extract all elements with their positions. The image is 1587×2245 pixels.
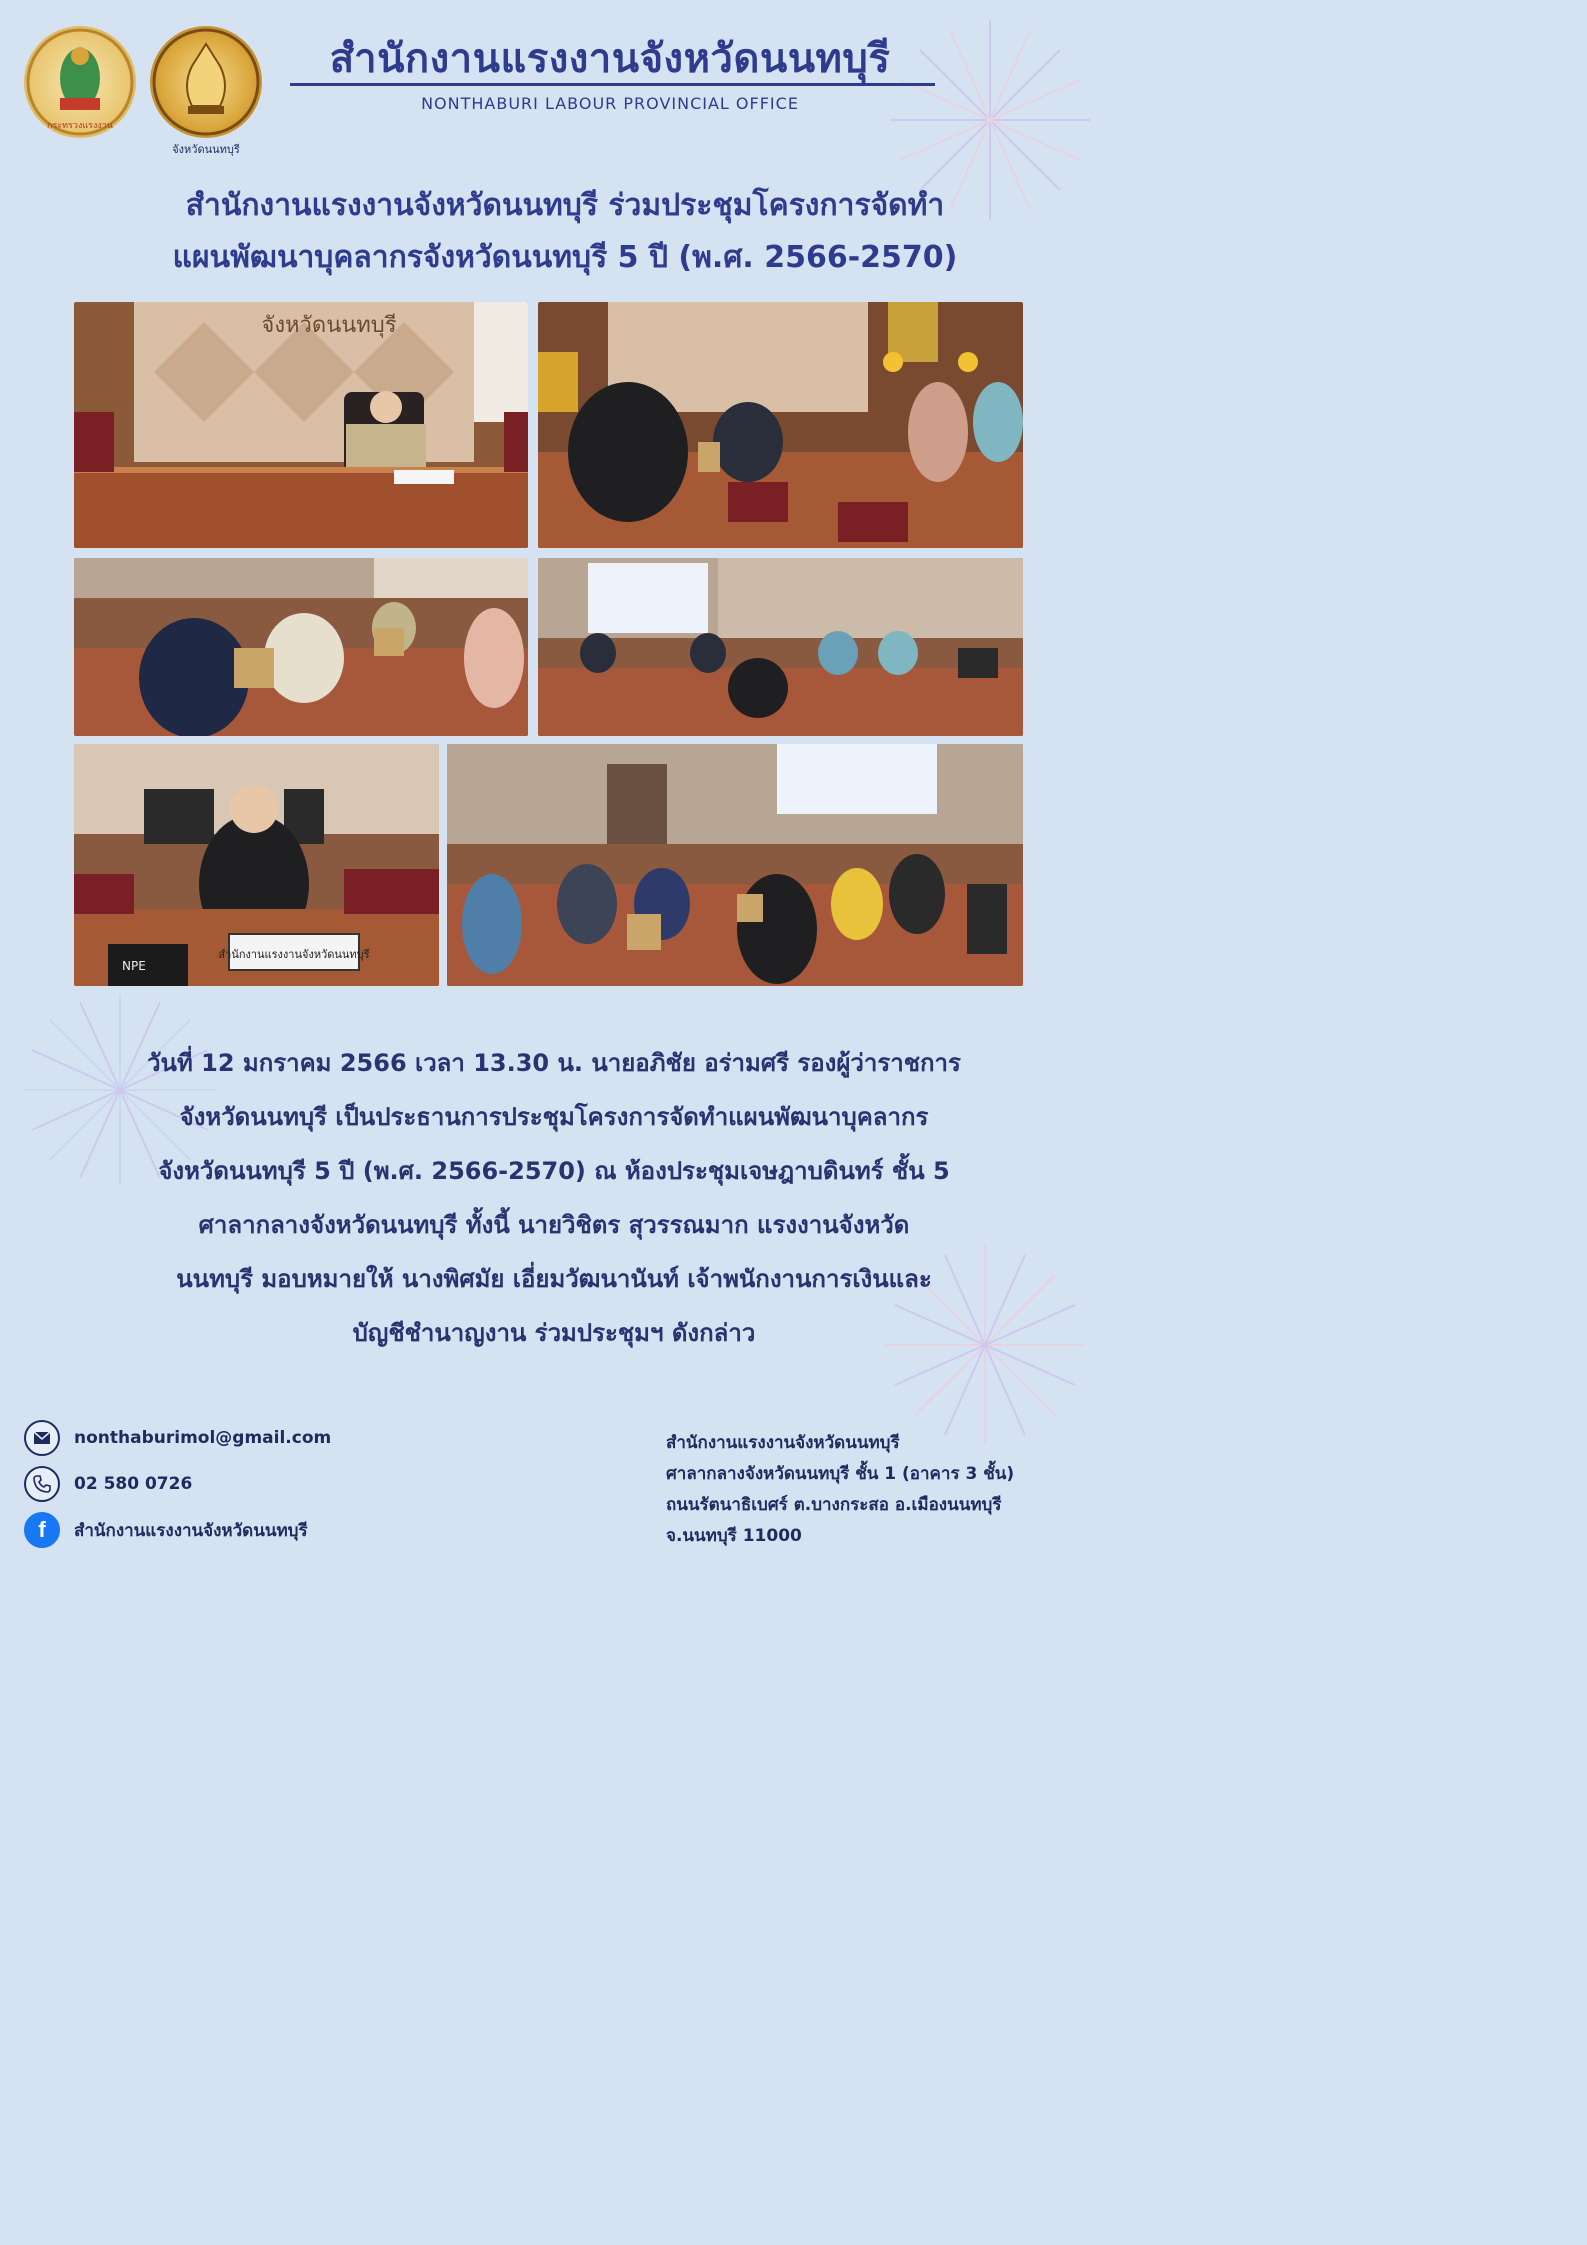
body-line-5: นนทบุรี มอบหมายให้ นางพิศมัย เอี่ยมวัฒนานันท์ เจ้าพนักงานการเงินและ [176,1265,932,1293]
contact-email-row[interactable] [24,1420,331,1456]
envelope-icon [24,1420,60,1456]
ministry-of-labour-logo [24,26,136,138]
news-body [66,1036,1042,1360]
logo-right-caption: จังหวัดนนทบุรี [172,143,240,156]
body-line-4: ศาลากลางจังหวัดนนทบุรี ทั้งนี้ นายวิชิตร สุวรรณมาก แรงงานจังหวัด [198,1211,910,1239]
address-line-3: ถนนรัตนาธิเบศร์ ต.บางกระสอ อ.เมืองนนทบุรี [666,1495,1002,1515]
address-line-2: ศาลากลางจังหวัดนนทบุรี ชั้น 1 (อาคาร 3 ชั้น) [666,1464,1015,1484]
photo-chairman-meeting [74,302,528,548]
address-line-1: สำนักงานแรงงานจังหวัดนนทบุรี [666,1433,900,1453]
body-line-6: บัญชีชำนาญงาน ร่วมประชุมฯ ดังกล่าว [352,1319,756,1347]
contact-facebook-row[interactable] [24,1512,308,1548]
photo-nameplate: สำนักงานแรงงานจังหวัดนนทบุรี [218,948,370,961]
photo-participants-presentation [538,558,1023,736]
photo-meeting-room-wide [538,302,1023,548]
contact-facebook[interactable]: สำนักงานแรงงานจังหวัดนนทบุรี [74,1520,308,1541]
org-name-english: NONTHABURI LABOUR PROVINCIAL OFFICE [421,94,799,113]
org-name-thai: สำนักงานแรงงานจังหวัดนนทบุรี [329,36,891,82]
contact-email[interactable]: nonthaburimol@gmail.com [74,1428,332,1448]
headline [60,180,1070,284]
photo-mic-brand: NPE [122,959,146,973]
logo-left-caption: กระทรวงแรงงาน [47,121,113,131]
photo-sign: จังหวัดนนทบุรี [261,313,397,338]
photo-meeting-overview [447,744,1023,986]
phone-icon [24,1466,60,1502]
contact-phone[interactable]: 02 580 0726 [74,1474,193,1494]
contact-phone-row[interactable] [24,1466,192,1502]
nonthaburi-province-seal [150,26,262,138]
address-line-4: จ.นนทบุรี 11000 [666,1526,802,1546]
photo-participants-left [74,558,528,736]
facebook-icon: f [24,1512,60,1548]
header-underline [290,83,935,86]
headline-line-2: แผนพัฒนาบุคลากรจังหวัดนนทบุรี 5 ปี (พ.ศ. 2566-2570) [172,240,958,275]
photo-labour-office-representative [74,744,439,986]
body-line-1: วันที่ 12 มกราคม 2566 เวลา 13.30 น. นายอภิชัย อร่ามศรี รองผู้ว่าราชการ [147,1049,961,1077]
office-address [666,1428,1096,1552]
headline-line-1: สำนักงานแรงงานจังหวัดนนทบุรี ร่วมประชุมโครงการจัดทำ [185,188,945,223]
body-line-2: จังหวัดนนทบุรี เป็นประธานการประชุมโครงการจัดทำแผนพัฒนาบุคลากร [179,1103,929,1131]
body-line-3: จังหวัดนนทบุรี 5 ปี (พ.ศ. 2566-2570) ณ ห้องประชุมเจษฎาบดินทร์ ชั้น 5 [158,1157,950,1185]
